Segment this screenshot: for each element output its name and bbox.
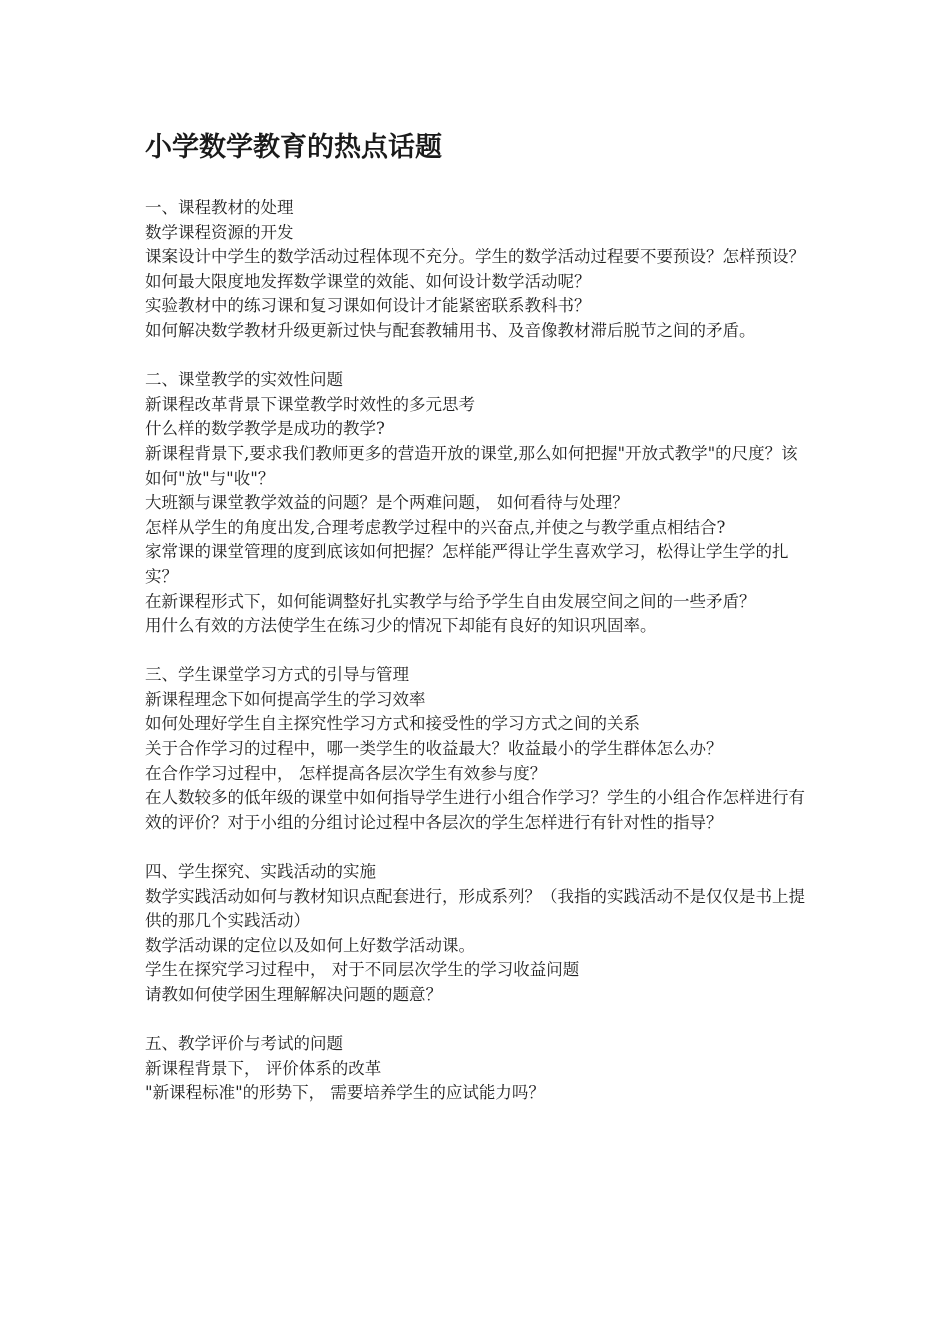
- paragraph-line: 数学实践活动如何与教材知识点配套进行，形成系列？（我指的实践活动不是仅仅是书上提供的那几个实践活动）: [145, 886, 805, 931]
- section-heading: 一、课程教材的处理: [145, 198, 294, 217]
- paragraph-line: 在合作学习过程中， 怎样提高各层次学生有效参与度？: [145, 763, 547, 783]
- paragraph-line: 实验教材中的练习课和复习课如何设计才能紧密联系教科书？: [145, 296, 591, 316]
- paragraph-line: 关于合作学习的过程中，哪一类学生的收益最大？收益最小的学生群体怎么办？: [145, 739, 723, 759]
- section-heading: 四、学生探究、实践活动的实施: [145, 862, 376, 882]
- section-heading: 三、学生课堂学习方式的引导与管理: [145, 665, 409, 685]
- paragraph-line: 新课程背景下， 评价体系的改革: [145, 1058, 382, 1078]
- paragraph-line: 新课程理念下如何提高学生的学习效率: [145, 689, 426, 709]
- document-body: [145, 196, 810, 1131]
- section-learning-methods: [145, 663, 810, 835]
- paragraph-line: 请教如何使学困生理解解决问题的题意？: [145, 985, 442, 1004]
- paragraph-line: 在新课程形式下，如何能调整好扎实教学与给予学生自由发展空间之间的一些矛盾？: [145, 591, 756, 611]
- section-heading: 五、教学评价与考试的问题: [145, 1034, 343, 1054]
- document-title: 小学数学教育的热点话题: [145, 132, 442, 163]
- section-classroom-effectiveness: [145, 368, 810, 639]
- paragraph-line: 新课程改革背景下课堂教学时效性的多元思考: [145, 394, 475, 414]
- section-heading: 二、课堂教学的实效性问题: [145, 370, 343, 390]
- paragraph-line: 如何处理好学生自主探究性学习方式和接受性的学习方式之间的关系: [145, 714, 640, 734]
- section-practice-activities: [145, 860, 810, 1008]
- paragraph-line: 用什么有效的方法使学生在练习少的情况下却能有良好的知识巩固率。: [145, 616, 657, 636]
- paragraph-line: 新课程背景下,要求我们教师更多的营造开放的课堂,那么如何把握"开放式教学"的尺度？该如何"放"与"收"？: [145, 443, 798, 488]
- paragraph-line: 家常课的课堂管理的度到底该如何把握？怎样能严得让学生喜欢学习，松得让学生学的扎实？: [145, 542, 789, 586]
- paragraph-line: 大班额与课堂教学效益的问题？是个两难问题， 如何看待与处理？: [145, 493, 629, 513]
- paragraph-line: "新课程标准"的形势下， 需要培养学生的应试能力吗？: [145, 1083, 545, 1103]
- paragraph-line: 在人数较多的低年级的课堂中如何指导学生进行小组合作学习？学生的小组合作怎样进行有效的评价？对于小组的分组讨论过程中各层次的学生怎样进行有针对性的指导？: [145, 788, 805, 832]
- paragraph-line: 课案设计中学生的数学活动过程体现不充分。学生的数学活动过程要不要预设？怎样预设？如何最大限度地发挥数学课堂的效能、如何设计数学活动呢？: [145, 247, 805, 291]
- section-course-materials: [145, 196, 810, 344]
- paragraph-line: 什么样的数学教学是成功的教学?: [145, 419, 385, 439]
- paragraph-line: 怎样从学生的角度出发,合理考虑教学过程中的兴奋点,并使之与教学重点相结合?: [145, 517, 726, 537]
- paragraph-line: 学生在探究学习过程中， 对于不同层次学生的学习收益问题: [145, 960, 580, 980]
- paragraph-line: 如何解决数学教材升级更新过快与配套教辅用书、及音像教材滞后脱节之间的矛盾。: [145, 320, 756, 340]
- paragraph-line: 数学课程资源的开发: [145, 222, 294, 242]
- paragraph-line: 数学活动课的定位以及如何上好数学活动课。: [145, 935, 475, 955]
- section-evaluation-exams: [145, 1032, 810, 1106]
